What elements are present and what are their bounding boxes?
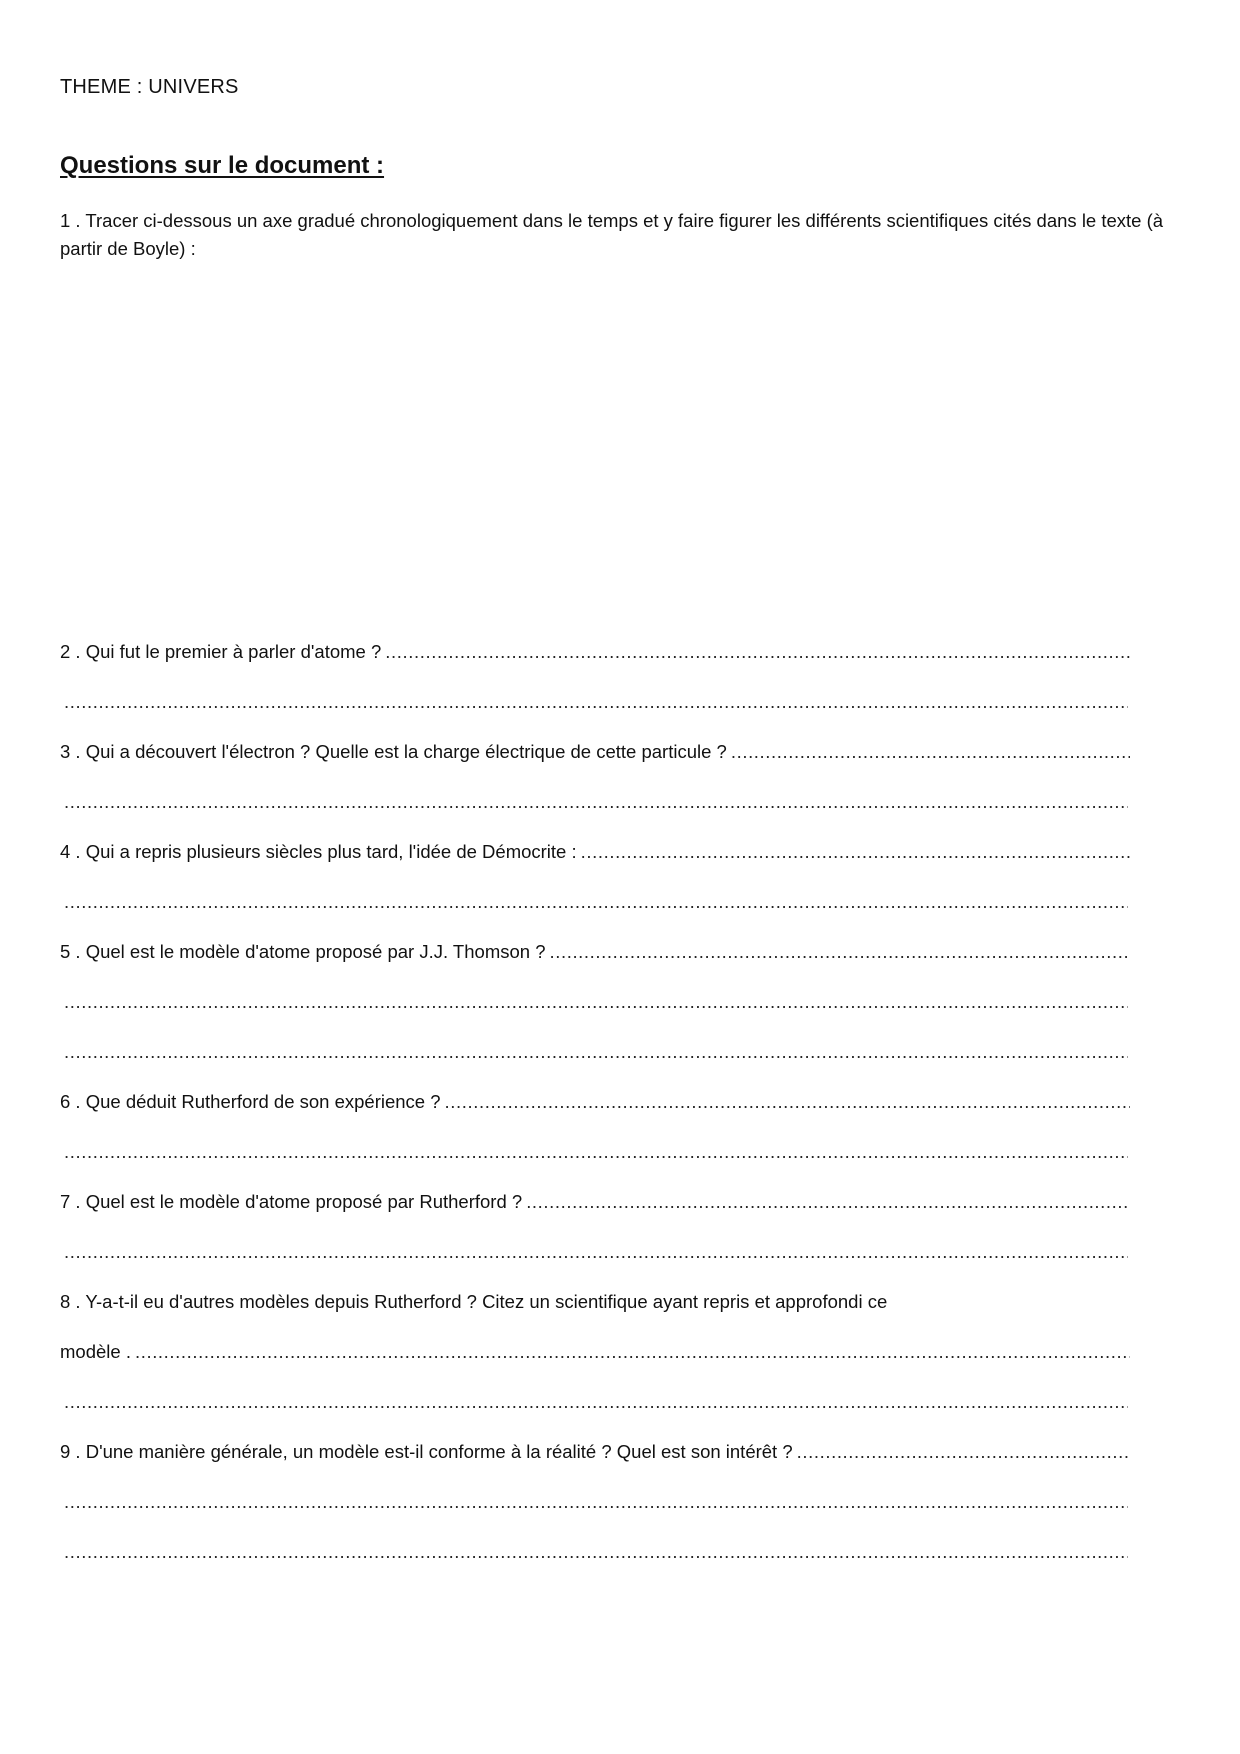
answer-line[interactable] (64, 1540, 1128, 1564)
answer-line[interactable] (445, 1090, 1130, 1114)
answer-line[interactable] (64, 790, 1128, 814)
answer-line[interactable] (797, 1440, 1130, 1464)
question-5 (60, 940, 1130, 964)
answer-line[interactable] (581, 840, 1130, 864)
answer-dots (64, 1140, 1128, 1164)
question-8-continuation (60, 1340, 1130, 1364)
answer-dots (64, 690, 1128, 714)
answer-line[interactable] (64, 1240, 1128, 1264)
document-title: Questions sur le document : (60, 152, 385, 179)
timeline-drawing-area[interactable] (60, 270, 1180, 610)
question-8: 8 . Y-a-t-il eu d'autres modèles depuis Rutherford ? Citez un scientifique ayant repris et approfondi ce (60, 1291, 888, 1312)
answer-dots (64, 890, 1128, 914)
answer-line[interactable] (64, 1040, 1128, 1064)
question-4 (60, 840, 1130, 864)
answer-line[interactable] (64, 990, 1128, 1014)
question-5-label: 5 . Quel est le modèle d'atome proposé par J.J. Thomson ? (60, 941, 546, 962)
answer-line[interactable] (64, 890, 1128, 914)
answer-dots (64, 1040, 1128, 1064)
question-9-label: 9 . D'une manière générale, un modèle est-il conforme à la réalité ? Quel est son intérêt ? (60, 1441, 793, 1462)
question-6 (60, 1090, 1130, 1114)
answer-dots (64, 790, 1128, 814)
answer-dots (64, 1240, 1128, 1264)
theme-heading: THEME : UNIVERS (60, 76, 239, 98)
answer-line[interactable] (64, 690, 1128, 714)
answer-dots (64, 1540, 1128, 1564)
answer-line[interactable] (385, 640, 1130, 664)
answer-line[interactable] (549, 940, 1130, 964)
question-2 (60, 640, 1130, 664)
question-3-label: 3 . Qui a découvert l'électron ? Quelle est la charge électrique de cette particule ? (60, 741, 727, 762)
question-9 (60, 1440, 1130, 1464)
answer-line[interactable] (64, 1490, 1128, 1514)
answer-dots (64, 990, 1128, 1014)
answer-line[interactable] (64, 1140, 1128, 1164)
answer-line[interactable] (526, 1190, 1130, 1214)
answer-dots (64, 1390, 1128, 1414)
answer-dots (64, 1490, 1128, 1514)
question-2-label: 2 . Qui fut le premier à parler d'atome ? (60, 641, 382, 662)
question-6-label: 6 . Que déduit Rutherford de son expérience ? (60, 1091, 441, 1112)
answer-line[interactable] (731, 740, 1130, 764)
question-4-label: 4 . Qui a repris plusieurs siècles plus tard, l'idée de Démocrite : (60, 841, 577, 862)
question-8-label: modèle . (60, 1341, 131, 1362)
question-7 (60, 1190, 1130, 1214)
answer-line[interactable] (64, 1390, 1128, 1414)
question-1: 1 . Tracer ci-dessous un axe gradué chronologiquement dans le temps et y faire figurer les différents scientifiques cités dans le texte (à partir de Boyle) : (60, 210, 1164, 259)
question-7-label: 7 . Quel est le modèle d'atome proposé par Rutherford ? (60, 1191, 523, 1212)
question-3 (60, 740, 1130, 764)
answer-line[interactable] (135, 1340, 1130, 1364)
